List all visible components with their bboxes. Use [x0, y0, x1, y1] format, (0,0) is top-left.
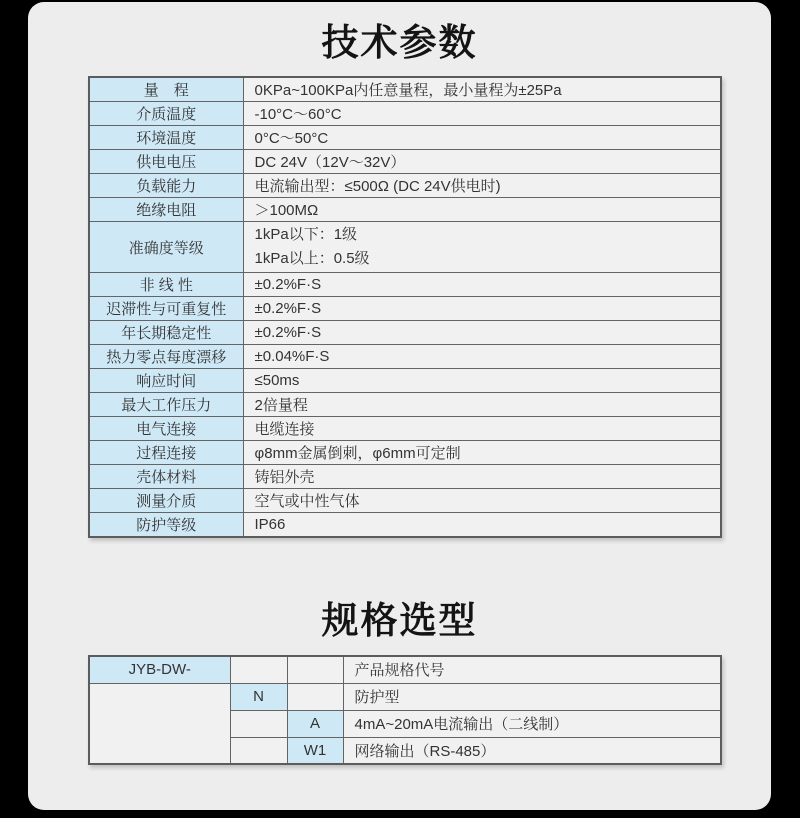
param-label: 量 程	[89, 77, 243, 102]
param-label: 介质温度	[89, 102, 243, 126]
spec-selection-title: 规格选型	[321, 600, 478, 641]
spec-empty-cell	[287, 683, 343, 710]
param-value: ±0.2%F·S	[243, 321, 721, 345]
param-row	[89, 273, 721, 297]
param-label: 壳体材料	[89, 465, 243, 489]
param-value: IP66	[243, 513, 721, 538]
param-value: 铸铝外壳	[243, 465, 721, 489]
spec-code-cell: N	[230, 683, 287, 710]
param-value: 电流输出型：≤500Ω (DC 24V供电时)	[243, 174, 721, 198]
spec-empty-cell	[230, 710, 287, 737]
param-value: ±0.04%F·S	[243, 345, 721, 369]
param-value: 0°C～50°C	[243, 126, 721, 150]
param-label: 电气连接	[89, 417, 243, 441]
spec-selection-table	[88, 655, 722, 765]
param-row	[89, 174, 721, 198]
spec-description-cell: 防护型	[343, 683, 721, 710]
param-label: 供电电压	[89, 150, 243, 174]
param-row	[89, 489, 721, 513]
spec-empty-cell	[230, 656, 287, 683]
param-label: 测量介质	[89, 489, 243, 513]
param-label: 过程连接	[89, 441, 243, 465]
param-label: 绝缘电阻	[89, 198, 243, 222]
param-value: 0KPa~100KPa内任意量程，最小量程为±25Pa	[243, 77, 721, 102]
param-value: ±0.2%F·S	[243, 273, 721, 297]
param-label: 负载能力	[89, 174, 243, 198]
param-value-line: 1kPa以上：0.5级	[254, 250, 370, 267]
param-label: 准确度等级	[89, 222, 243, 273]
param-row	[89, 150, 721, 174]
spec-code-cell: JYB-DW-	[89, 656, 230, 683]
spec-empty-cell	[287, 656, 343, 683]
param-value: 电缆连接	[243, 417, 721, 441]
param-value: ≤50ms	[243, 369, 721, 393]
param-label: 热力零点每度漂移	[89, 345, 243, 369]
spec-description-cell: 4mA~20mA电流输出（二线制）	[343, 710, 721, 737]
param-row	[89, 513, 721, 538]
param-label: 迟滞性与可重复性	[89, 297, 243, 321]
param-label: 非 线 性	[89, 273, 243, 297]
param-row	[89, 393, 721, 417]
spec-empty-cell	[89, 683, 230, 764]
param-row	[89, 297, 721, 321]
param-row	[89, 465, 721, 489]
param-value: φ8mm金属倒刺，φ6mm可定制	[243, 441, 721, 465]
param-value: ±0.2%F·S	[243, 297, 721, 321]
param-value: 空气或中性气体	[243, 489, 721, 513]
param-row	[89, 77, 721, 102]
param-row	[89, 345, 721, 369]
param-row	[89, 321, 721, 345]
param-label: 防护等级	[89, 513, 243, 538]
spec-code-cell: A	[287, 710, 343, 737]
param-row	[89, 198, 721, 222]
spec-description-cell: 网络输出（RS-485）	[343, 737, 721, 764]
param-row	[89, 369, 721, 393]
tech-params-title: 技术参数	[321, 22, 478, 63]
param-value-line: 1kPa以下：1级	[254, 226, 358, 243]
param-label: 响应时间	[89, 369, 243, 393]
spec-row	[89, 683, 721, 710]
param-row	[89, 102, 721, 126]
param-row	[89, 222, 721, 273]
param-row	[89, 441, 721, 465]
param-value: ＞100MΩ	[243, 198, 721, 222]
spec-row	[89, 656, 721, 683]
param-label: 最大工作压力	[89, 393, 243, 417]
param-value	[243, 222, 721, 273]
param-row	[89, 126, 721, 150]
param-row	[89, 417, 721, 441]
spec-sheet-card	[28, 2, 771, 810]
param-value: -10°C～60°C	[243, 102, 721, 126]
tech-params-table	[88, 76, 722, 538]
spec-description-cell: 产品规格代号	[343, 656, 721, 683]
spec-empty-cell	[230, 737, 287, 764]
param-value: 2倍量程	[243, 393, 721, 417]
param-label: 年长期稳定性	[89, 321, 243, 345]
param-value: DC 24V（12V～32V）	[243, 150, 721, 174]
spec-code-cell: W1	[287, 737, 343, 764]
param-label: 环境温度	[89, 126, 243, 150]
